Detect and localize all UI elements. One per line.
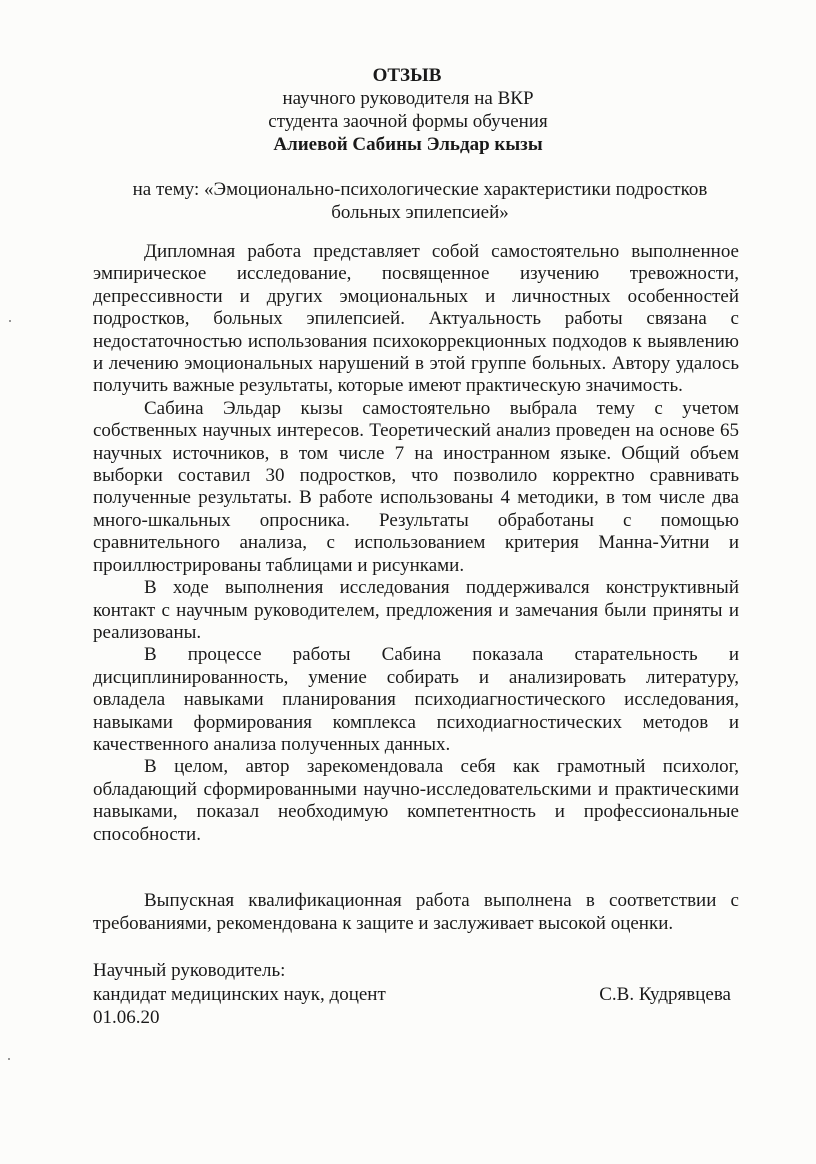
review-body — [93, 241, 739, 846]
document-header — [0, 64, 816, 156]
document-subtitle: научного руководителя на ВКР — [282, 88, 534, 109]
review-paragraph: В целом, автор зарекомендовала себя как грамотный психолог, обладающий сформированными научно-исследовательскими и практическими навыками, показал необходимую компетентность и профессиональные способности. — [93, 756, 739, 845]
conclusion-paragraph: Выпускная квалификационная работа выполнена в соответствии с требованиями, рекомендована к защите и заслуживает высокой оценки. — [93, 890, 739, 934]
document-date: 01.06.20 — [93, 1007, 160, 1028]
review-paragraph: В процессе работы Сабина показала старательность и дисциплинированность, умение собирать и анализировать литературу, овладела навыками планирования психодиагностического исследования, навыками формирования комплекса психодиагностических методов и качественного анализа полученных данных. — [93, 644, 739, 755]
theme-line: на тему: «Эмоционально-психологические характеристики подростков — [132, 179, 708, 200]
document-subtitle: студента заочной формы обучения — [268, 111, 548, 132]
thesis-theme — [100, 178, 740, 224]
supervisor-line — [93, 983, 739, 1007]
signature-block — [93, 959, 739, 1030]
theme-line: больных эпилепсией» — [331, 202, 509, 223]
scan-speck — [9, 320, 11, 322]
student-name: Алиевой Сабины Эльдар кызы — [273, 134, 543, 155]
review-paragraph: Дипломная работа представляет собой самостоятельно выполненное эмпирическое исследование, посвященное изучению тревожности, депрессивности и других эмоциональных и личностных особенностей подростков, больных эпилепсией. Актуальность работы связана с недостаточностью использования психокоррекционных подходов к выявлению и лечению эмоциональных нарушений в этой группе больных. Автору удалось получить важные результаты, которые имеют практическую значимость. — [93, 241, 739, 397]
review-paragraph: В ходе выполнения исследования поддерживался конструктивный контакт с научным руководителем, предложения и замечания были приняты и реализованы. — [93, 577, 739, 643]
supervisor-role: Научный руководитель: — [93, 960, 286, 981]
supervisor-name: С.В. Кудрявцева — [599, 983, 731, 1005]
supervisor-degree: кандидат медицинских наук, доцент — [93, 983, 386, 1005]
document-title: ОТЗЫВ — [372, 65, 442, 86]
review-paragraph: Сабина Эльдар кызы самостоятельно выбрала тему с учетом собственных научных интересов. Теоретический анализ проведен на основе 65 научных источников, в том числе 7 на иностранном языке. Общий объем выборки составил 30 подростков, что позволило корректно сравнивать полученные результаты. В работе использованы 4 методики, в том числе два много-шкальных опросника. Результаты обработаны с помощью сравнительного анализа, с использованием критерия Манна-Уитни и проиллюстрированы таблицами и рисунками. — [93, 397, 739, 576]
scan-speck — [8, 1058, 10, 1060]
